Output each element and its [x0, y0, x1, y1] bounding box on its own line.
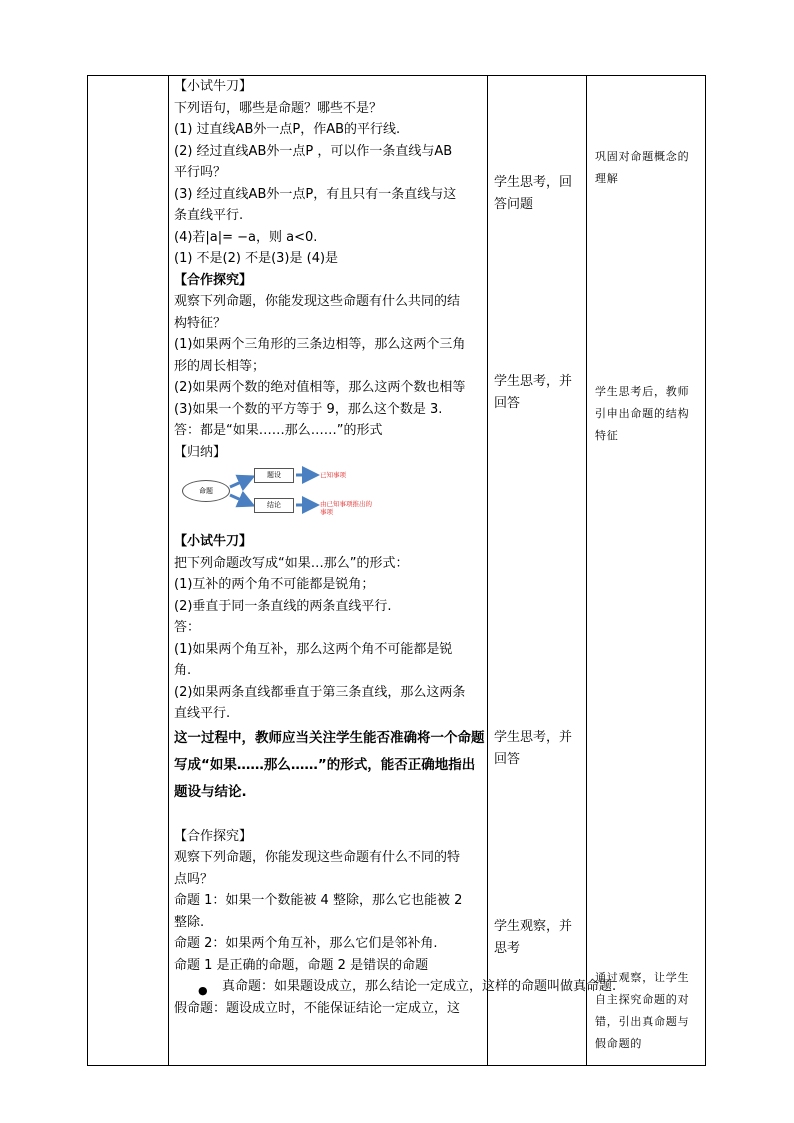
student-activity: 学生思考，并回答 — [494, 730, 573, 767]
conclusion-box: 结论 — [254, 498, 294, 513]
comparison-text: 命题 1 是正确的命题，命题 2 是错误的命题 — [174, 957, 429, 973]
list-item: (3)如果一个数的平方等于 9，那么这个数是 3. — [174, 401, 443, 417]
proposition-1: 命题 1：如果一个数能被 4 整除，那么它也能被 2 — [174, 893, 463, 908]
answer-text: 答：都是“如果……那么……”的形式 — [174, 423, 383, 438]
question-text: 观察下列命题，你能发现这些命题有什么不同的特 — [174, 850, 461, 865]
proposition-2: 命题 2：如果两个角互补，那么它们是邻补角. — [174, 936, 438, 951]
list-item: (1)如果两个三角形的三条边相等，那么这两个三角 — [174, 337, 466, 352]
hypothesis-box: 题设 — [254, 468, 294, 483]
question-text: 观察下列命题，你能发现这些命题有什么共同的结 — [174, 294, 461, 309]
arrow-to-conclusion — [230, 495, 250, 504]
design-intent: 巩固对命题概念的理解 — [595, 150, 690, 185]
bullet-dot-icon: ● — [198, 984, 208, 997]
list-item: (3) 经过直线AB外一点P，有且只有一条直线与这 — [174, 186, 457, 202]
blank-column-cell — [88, 76, 169, 1066]
section-title: 【小试牛刀】 — [174, 79, 253, 94]
list-item: 平行吗？ — [174, 165, 227, 180]
list-item: 条直线平行. — [174, 208, 244, 223]
answer-text: (1)如果两个角互补，那么这两个角不可能都是锐 — [174, 641, 453, 657]
proposition-1-cont: 整除. — [174, 914, 205, 930]
student-activity: 学生观察，并思考 — [494, 919, 573, 956]
list-item: (4)若|a|= −a，则 a<0. — [174, 229, 318, 245]
section-title: 【合作探究】 — [174, 272, 253, 288]
lesson-plan-table — [87, 75, 706, 1066]
question-text: 把下列命题改写成“如果…那么”的形式： — [174, 555, 409, 571]
list-item: (2) 经过直线AB外一点P ，可以作一条直线与AB — [174, 143, 453, 159]
section-title: 【归纳】 — [174, 444, 227, 460]
answer-label: 答： — [174, 620, 201, 635]
list-item: (2)垂直于同一条直线的两条直线平行. — [174, 598, 392, 614]
answer-text: 直线平行. — [174, 706, 231, 721]
derived-items-note: 由已知事项推出的 — [320, 500, 372, 508]
answer-text: (1) 不是(2) 不是(3)是 (4)是 — [174, 251, 339, 266]
list-item: (1) 过直线AB外一点P，作AB的平行线. — [174, 122, 401, 137]
student-activity-cell — [488, 76, 587, 1066]
question-text: 点吗？ — [174, 871, 214, 887]
table-row — [88, 76, 706, 1066]
list-item: (1)互补的两个角不可能都是锐角； — [174, 577, 375, 592]
question-text: 构特征？ — [174, 315, 227, 331]
design-intent: 通过观察，让学生自主探究命题的对错，引出真命题与假命题的 — [595, 971, 690, 1050]
student-activity: 学生思考，并回答 — [494, 374, 573, 411]
arrow-to-hypothesis — [230, 478, 250, 487]
false-proposition-text: 假命题：题设成立时，不能保证结论一定成立，这 — [174, 1000, 461, 1016]
proposition-oval: 命题 — [182, 480, 230, 502]
student-activity: 学生思考，回答问题 — [494, 175, 573, 212]
bullet-text: 真命题：如果题设成立，那么结论一定成立，这样的命题叫做真命题. — [222, 979, 617, 994]
true-proposition-bullet — [174, 976, 617, 998]
list-item: 形的周长相等； — [174, 358, 266, 374]
question-text: 下列语句，哪些是命题？哪些不是？ — [174, 100, 383, 116]
proposition-structure-diagram — [174, 467, 434, 525]
list-item: (2)如果两个数的绝对值相等，那么这两个数也相等 — [174, 380, 466, 395]
answer-text: 角. — [174, 663, 192, 678]
known-items-note: 已知事项 — [320, 471, 346, 479]
teacher-note: 这一过程中，教师应当关注学生能否准确将一个命题写成“如果……那么……”的形式，能否正确地指出题设与结论. — [174, 729, 485, 800]
design-intent: 学生思考后，教师引申出命题的结构特征 — [595, 385, 690, 442]
section-title: 【小试牛刀】 — [174, 534, 253, 549]
section-title: 【合作探究】 — [174, 828, 253, 844]
answer-text: (2)如果两条直线都垂直于第三条直线，那么这两条 — [174, 684, 466, 700]
design-intent-cell — [587, 76, 706, 1066]
derived-items-note-2: 事项 — [320, 508, 333, 516]
